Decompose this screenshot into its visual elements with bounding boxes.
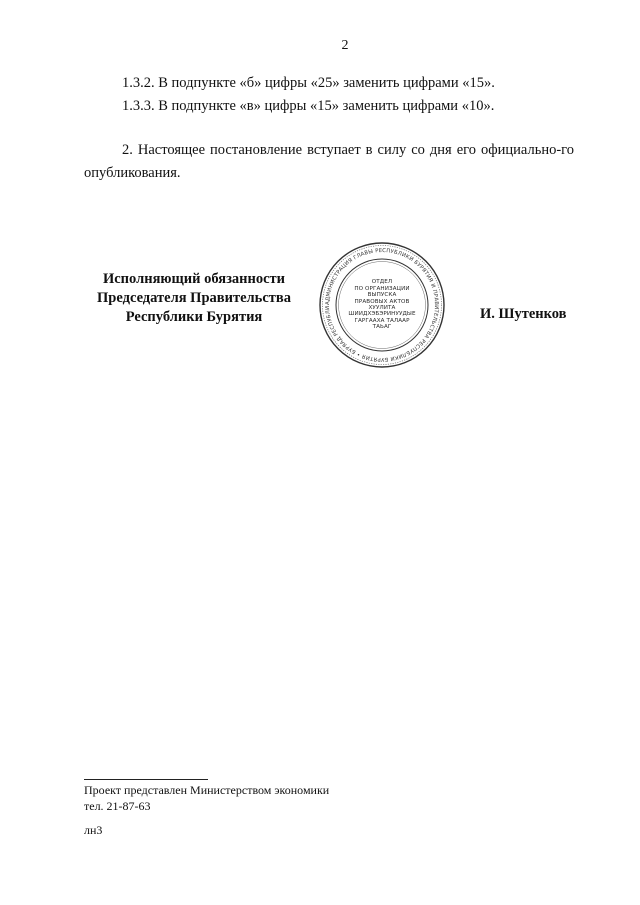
footnote-code: лн3 (84, 823, 103, 837)
footnote-divider (84, 779, 208, 780)
seal-center-line: ПО ОРГАНИЗАЦИИ (354, 285, 410, 292)
footnote-phone: тел. 21-87-63 (84, 799, 151, 813)
seal-center-line: ГАРГААХА ТАЛААР (354, 317, 410, 324)
signatory-name: И. Шутенков (480, 306, 567, 322)
seal-center-line: ВЫПУСКА (367, 292, 397, 299)
page-number: 2 (341, 38, 349, 53)
seal-center-line: ХУУЛИТА (368, 305, 396, 311)
official-seal (318, 241, 446, 369)
footnote-project: Проект представлен Министерством экономики (84, 783, 330, 797)
signatory-title (76, 270, 312, 327)
signatory-title-line-3: Республики Бурятия (125, 309, 263, 325)
item-2-effective-date: 2. Настоящее постановление вступает в силу со дня его официально-го опубликования. (84, 142, 574, 181)
signatory-title-line-2: Председателя Правительства (97, 290, 291, 306)
item-1-3-3: 1.3.3. В подпункте «в» цифры «15» заменить цифрами «10». (122, 98, 495, 114)
seal-center-line: ШИИДХЭБЭРИНУУДЫЕ (348, 311, 416, 318)
signatory-title-line-1: Исполняющий обязанности (102, 271, 286, 287)
seal-center-line: ТАЬАГ (372, 324, 392, 331)
seal-center-line: ПРАВОВЫХ АКТОВ (354, 298, 410, 305)
item-1-3-2: 1.3.2. В подпункте «б» цифры «25» заменить цифрами «15». (122, 75, 495, 91)
seal-ring-text: АДМИНИСТРАЦИЯ ГЛАВЫ РЕСПУБЛИКИ БУРЯТИЯ И ПРАВИТЕЛЬСТВА РЕСПУБЛИКИ БУРЯТИЯ • БУРЯАД РЕСПУБЛИ (324, 247, 440, 363)
seal-center-text (318, 241, 446, 369)
seal-center-line: ОТДЕЛ (371, 279, 393, 286)
